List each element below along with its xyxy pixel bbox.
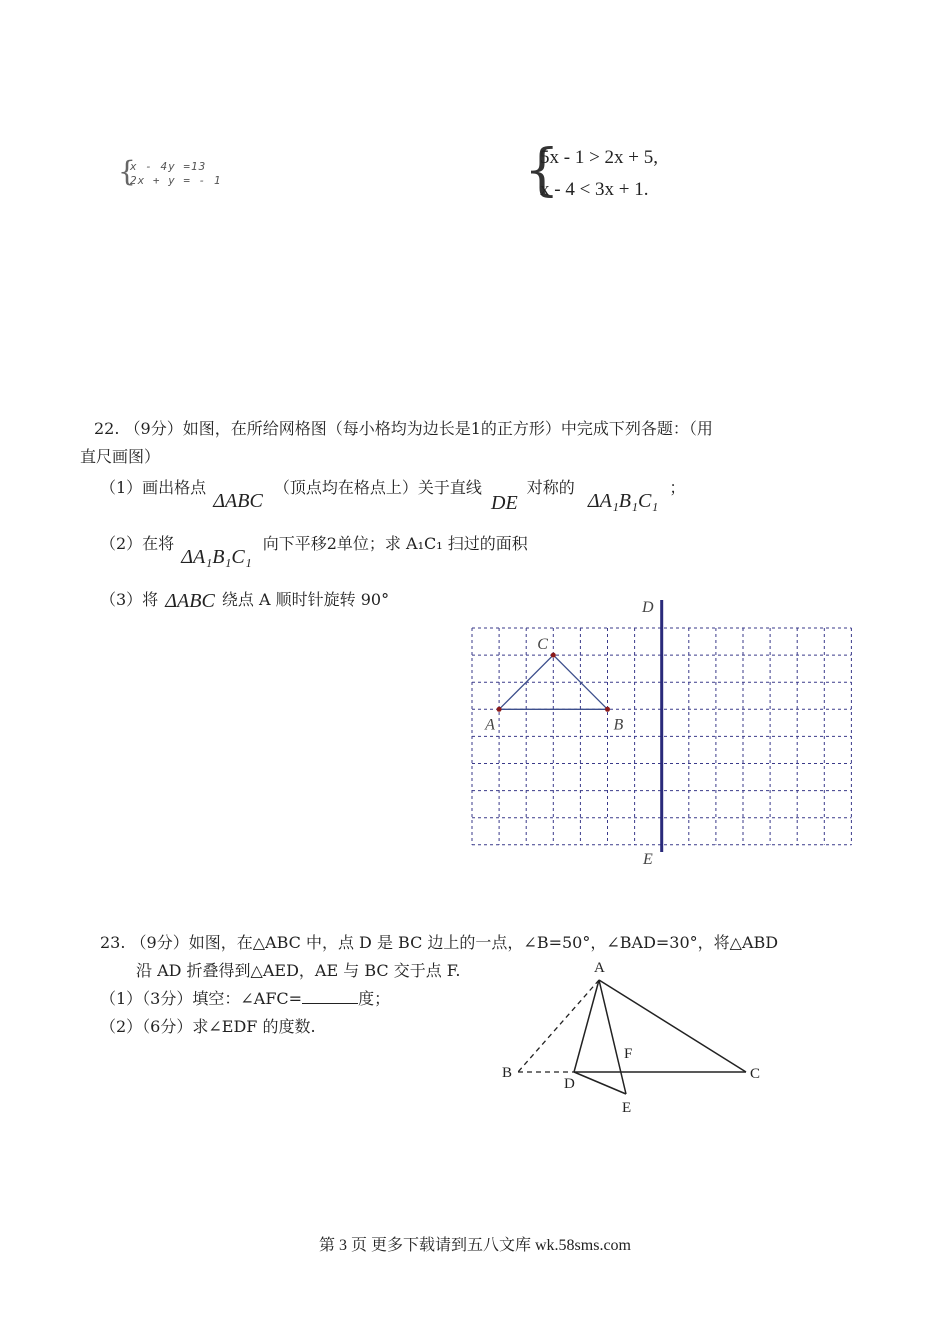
grid-label-b: B [613,716,624,734]
q22-p1-sym: 对称的 [526,478,575,497]
point-b [605,707,610,712]
point-c [551,653,556,658]
label-a: A [594,960,605,976]
q22-p1-de: DE [491,492,518,514]
q22-p3-prefix: （3）将 [100,590,159,609]
q23-triangle-figure [498,956,770,1120]
label-b: B [502,1065,513,1081]
q22-p1-prefix: （1）画出格点 [100,478,207,497]
q22-p1-abc: ΔABC [213,490,263,512]
q22-p2-rest: 向下平移2单位；求 A₁C₁ 扫过的面积 [262,534,528,553]
q22-p3-rest: 绕点 A 顺时针旋转 90° [221,590,390,609]
label-f: F [624,1046,633,1062]
label-e: E [643,851,653,868]
point-a [497,707,502,712]
right-brace: { [524,138,560,203]
q23-header-cont: 沿 AD 折叠得到△AED，AE 与 BC 交于点 F. [136,961,461,980]
q22-p1-end: ； [669,478,686,497]
q22-p3-abc: ΔABC [165,590,215,612]
left-eq1: x - 4y =13 [130,160,207,173]
q23-p1-prefix: （1）（3分）填空：∠AFC= [100,989,303,1008]
q22-p2-prefix: （2）在将 [100,534,175,553]
left-brace: { [118,155,136,188]
label-e-fig: E [622,1100,632,1116]
grid-label-a: A [485,716,495,734]
segment-ac [599,980,746,1072]
q23-part2: （2）（6分）求∠EDF 的度数. [100,1017,316,1036]
label-d: D [642,599,654,616]
q22-p1-tri: ΔA₁B₁C₁ [587,490,659,512]
q22-part3 [100,588,389,618]
left-eq2: 2x + y = - 1 [130,174,222,187]
right-ineq2: x - 4 < 3x + 1. [540,179,649,200]
q22-part2 [100,532,528,572]
q22-p1-mid: （顶点均在格点上）关于直线 [273,478,482,497]
q22-p2-tri: ΔA₁B₁C₁ [181,546,252,568]
q23-part1 [100,988,390,1010]
grid-label-c: C [537,636,548,654]
q22-grid-figure [460,596,860,872]
segment-de [574,1072,626,1094]
page-footer: 第 3 页 更多下载请到五八文库 wk.58sms.com [318,1237,631,1254]
right-ineq1: 5x - 1 > 2x + 5, [540,147,659,168]
label-d-fig: D [564,1076,575,1092]
q22-header-cont: 直尺画图） [80,447,161,466]
q22-part1 [100,476,685,516]
segment-ae [599,980,626,1094]
q23-p1-suffix: 度； [358,989,391,1008]
q23-header: 23. （9分）如图，在△ABC 中，点 D 是 BC 边上的一点，∠B=50°，∠BAD=30°，将△ABD [100,933,779,952]
q23-answer-blank[interactable] [302,989,358,1004]
label-c: C [750,1066,761,1082]
left-equation-system [118,155,288,192]
q22-header: 22. （9分）如图，在所给网格图（每小格均为边长是1的正方形）中完成下列各题：（用 [94,419,713,438]
right-inequality-system [524,138,724,208]
